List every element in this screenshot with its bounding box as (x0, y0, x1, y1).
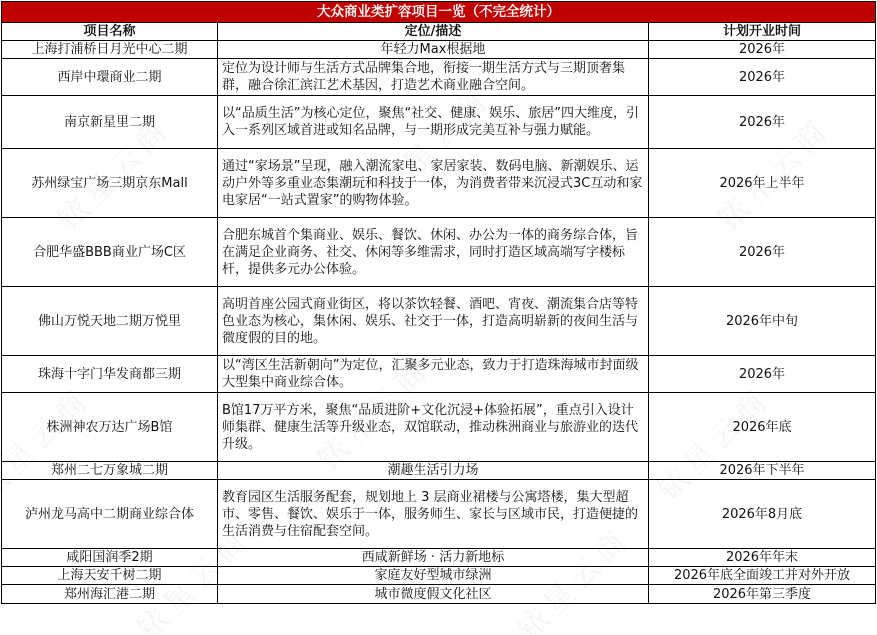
table-row (2, 549, 876, 567)
table-row (2, 462, 876, 480)
header-opening-time: 计划开业时间 (649, 23, 876, 41)
description-cell: 定位为设计师与生活方式品牌集合地，衔接一期生活方式与三期顶奢集群，融合徐汇滨江艺术基因，打造艺术商业融合空间。 (218, 59, 649, 96)
opening-time-cell: 2026年年末 (649, 549, 876, 567)
project-name-cell: 咸阳国润季2期 (2, 549, 218, 567)
opening-time-cell: 2026年上半年 (649, 149, 876, 218)
table-row (2, 393, 876, 462)
table-row (2, 480, 876, 549)
project-name-cell: 上海打浦桥日月光中心二期 (2, 41, 218, 59)
description-cell: 以“湾区生活新朝向”为定位，汇聚多元业态，致力于打造珠海城市封面级大型集中商业综合体。 (218, 356, 649, 393)
project-name-cell: 合肥华盛BBB商业广场C区 (2, 218, 218, 287)
opening-time-cell: 2026年 (649, 218, 876, 287)
opening-time-cell: 2026年 (649, 41, 876, 59)
table-title: 大众商业类扩容项目一览（不完全统计） (2, 2, 876, 23)
project-name-cell: 泸州龙马高中二期商业综合体 (2, 480, 218, 549)
header-description: 定位/描述 (218, 23, 649, 41)
project-name-cell: 西岸中環商业二期 (2, 59, 218, 96)
opening-time-cell: 2026年下半年 (649, 462, 876, 480)
opening-time-cell: 2026年 (649, 356, 876, 393)
table-row (2, 218, 876, 287)
project-name-cell: 郑州二七万象城二期 (2, 462, 218, 480)
description-cell: 年轻力Max根据地 (218, 41, 649, 59)
description-cell: 高明首座公园式商业街区，将以茶饮轻餐、酒吧、宵夜、潮流集合店等特色业态为核心，集休闲、娱乐、社交于一体，打造高明崭新的夜间生活与微度假的目的地。 (218, 287, 649, 356)
opening-time-cell: 2026年第三季度 (649, 585, 876, 604)
project-name-cell: 佛山万悦天地二期万悦里 (2, 287, 218, 356)
description-cell: 潮趣生活引力场 (218, 462, 649, 480)
table-row (2, 287, 876, 356)
project-name-cell: 苏州绿宝广场三期京东Mall (2, 149, 218, 218)
description-cell: 教育园区生活服务配套，规划地上 3 层商业裙楼与公寓塔楼，集大型超市、零售、餐饮、娱乐于一体，服务师生、家长与区域市民，打造便捷的生活消费与住宿配套空间。 (218, 480, 649, 549)
opening-time-cell: 2026年中旬 (649, 287, 876, 356)
table-row (2, 585, 876, 604)
table-row (2, 41, 876, 59)
header-project-name: 项目名称 (2, 23, 218, 41)
description-cell: 城市微度假文化社区 (218, 585, 649, 604)
opening-time-cell: 2026年 (649, 59, 876, 96)
project-name-cell: 上海天安千树二期 (2, 567, 218, 585)
description-cell: B馆17万平方米，聚焦“品质进阶+文化沉浸+体验拓展”，重点引入设计师集群、健康生活等升级业态，双馆联动，推动株洲商业与旅游业的迭代升级。 (218, 393, 649, 462)
description-cell: 家庭友好型城市绿洲 (218, 567, 649, 585)
table-row (2, 356, 876, 393)
description-cell: 西咸新鲜场 · 活力新地标 (218, 549, 649, 567)
description-cell: 合肥东城首个集商业、娱乐、餐饮、休闲、办公为一体的商务综合体，旨在满足企业商务、社交、休闲等多维需求，同时打造区域高端写字楼标杆，提供多元办公体验。 (218, 218, 649, 287)
project-table (1, 1, 876, 604)
opening-time-cell: 2026年8月底 (649, 480, 876, 549)
opening-time-cell: 2026年 (649, 96, 876, 149)
table-row (2, 149, 876, 218)
table-row (2, 567, 876, 585)
project-name-cell: 郑州海汇港二期 (2, 585, 218, 604)
project-name-cell: 珠海十字门华发商都三期 (2, 356, 218, 393)
opening-time-cell: 2026年底 (649, 393, 876, 462)
table-row (2, 96, 876, 149)
description-cell: 通过“家场景”呈现，融入潮流家电、家居家装、数码电脑、新潮娱乐、运动户外等多重业态集潮玩和科技于一体，为消费者带来沉浸式3C互动和家电家居“一站式置家”的购物体验。 (218, 149, 649, 218)
opening-time-cell: 2026年底全面竣工并对外开放 (649, 567, 876, 585)
description-cell: 以“品质生活”为核心定位，聚焦“社交、健康、娱乐、旅居”四大维度，引入一系列区域首进或知名品牌，与一期形成完美互补与强力赋能。 (218, 96, 649, 149)
project-name-cell: 南京新星里二期 (2, 96, 218, 149)
project-name-cell: 株洲神农万达广场B馆 (2, 393, 218, 462)
table-row (2, 59, 876, 96)
